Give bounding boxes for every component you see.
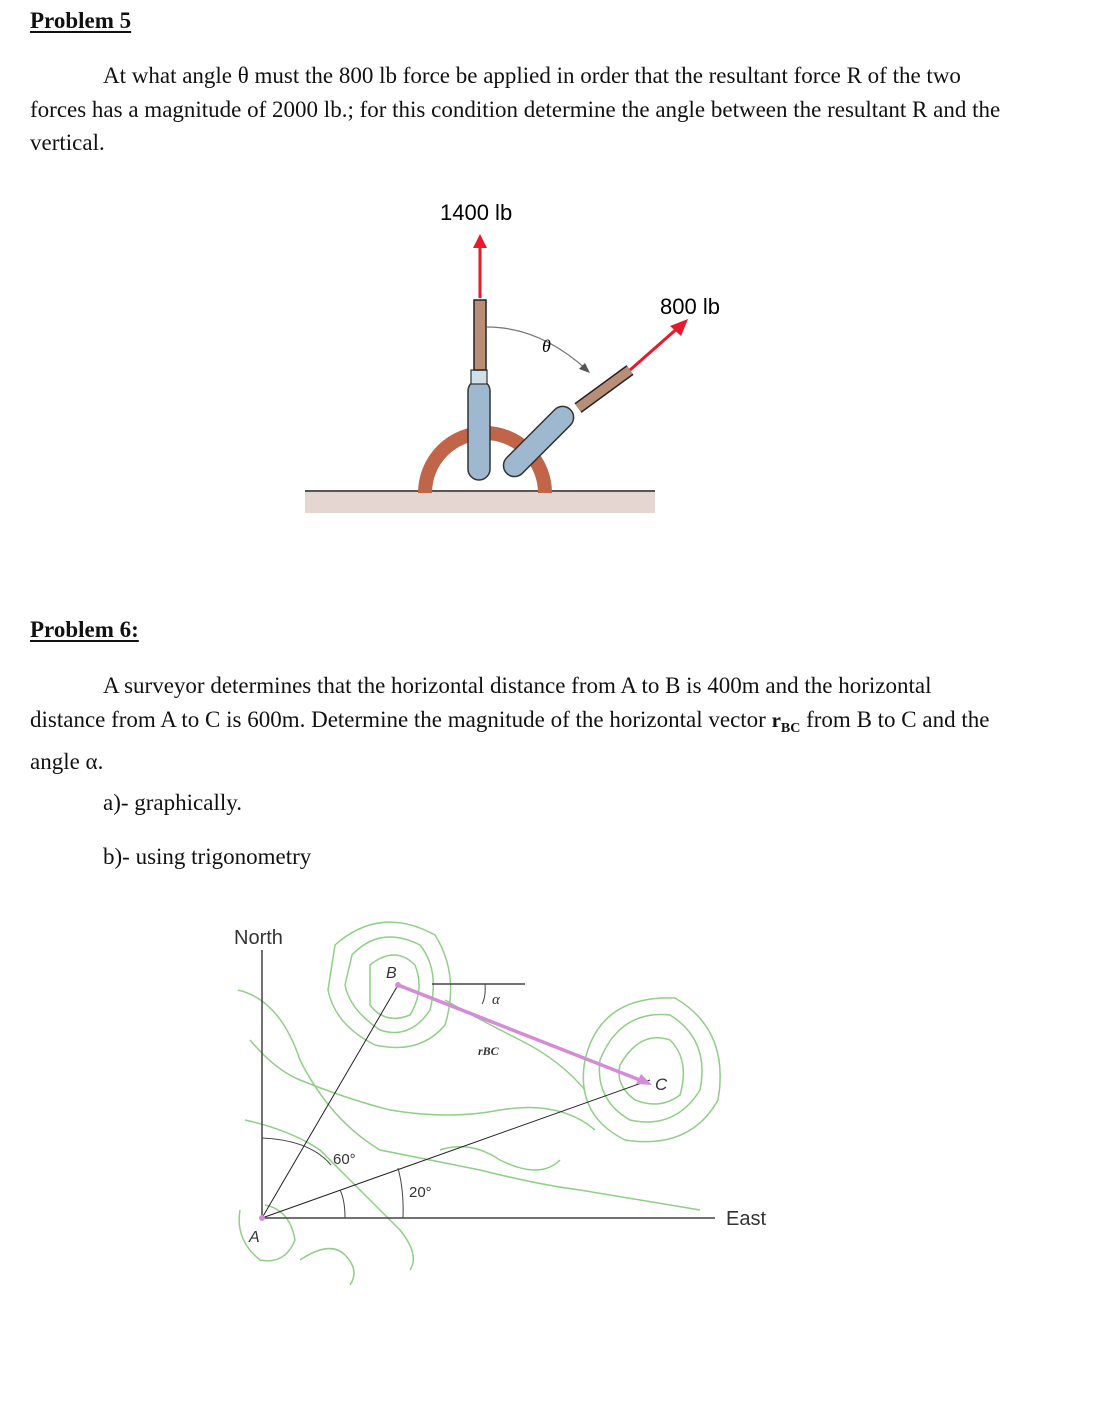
point-c-label: C	[655, 1075, 668, 1094]
vector-rbc-symbol: $r_{BC}$	[771, 707, 801, 736]
angled-rope	[578, 370, 630, 408]
point-b-marker	[395, 982, 401, 988]
problem-5-text: At what angle θ must the 800 lb force be applied in order that the resultant force R of the two forces has a magnitude of 2000 lb.; for this condition determine the angle between the resultant R and the vertical.	[30, 63, 1001, 155]
alpha-label: α	[492, 992, 500, 1008]
force-800-arrow	[630, 326, 680, 370]
vector-rbc-arrowhead	[636, 1074, 652, 1085]
point-b-label: B	[386, 965, 397, 982]
problem-5-heading: Problem 5	[30, 8, 132, 33]
north-label: North	[234, 927, 283, 949]
problem-6-text-after: from B to C and the angle α.	[30, 706, 990, 775]
theta-label: θ	[542, 336, 551, 356]
line-a-to-b	[262, 985, 398, 1218]
vertical-fitting	[471, 370, 487, 384]
vector-rbc	[398, 985, 645, 1082]
force-800-label: 800 lb	[660, 294, 720, 319]
point-a-label: A	[249, 1229, 260, 1246]
problem-6-figure	[234, 922, 766, 1285]
force-1400-arrowhead	[473, 234, 487, 248]
line-a-to-c	[262, 1080, 650, 1218]
vertical-rope	[474, 300, 486, 370]
contour-lines	[238, 922, 720, 1285]
point-a-marker	[259, 1215, 265, 1221]
vertical-shackle	[468, 380, 490, 480]
alpha-arc	[482, 984, 485, 1004]
angle-20-arc	[398, 1168, 403, 1218]
east-label: East	[726, 1208, 767, 1230]
problem-6-item-a: a)- graphically.	[103, 790, 242, 815]
angle-60-arc-lower	[340, 1190, 345, 1218]
problem-6-text	[30, 669, 1010, 779]
problem-6-item-b: b)- using trigonometry	[103, 844, 312, 869]
theta-arc	[487, 327, 587, 370]
force-1400-label: 1400 lb	[440, 200, 513, 225]
ground-surface	[305, 491, 655, 513]
vector-rbc-label: rBC	[478, 1044, 499, 1058]
angle-20-label: 20°	[409, 1184, 432, 1201]
problem-6-text-before: A surveyor determines that the horizontal distance from A to B is 400m and the horizontal distance from A to C is 600m. Determine the magnitude of the horizontal vector	[30, 673, 932, 732]
angle-60-label: 60°	[333, 1151, 356, 1168]
problem-6-heading: Problem 6:	[30, 617, 139, 642]
